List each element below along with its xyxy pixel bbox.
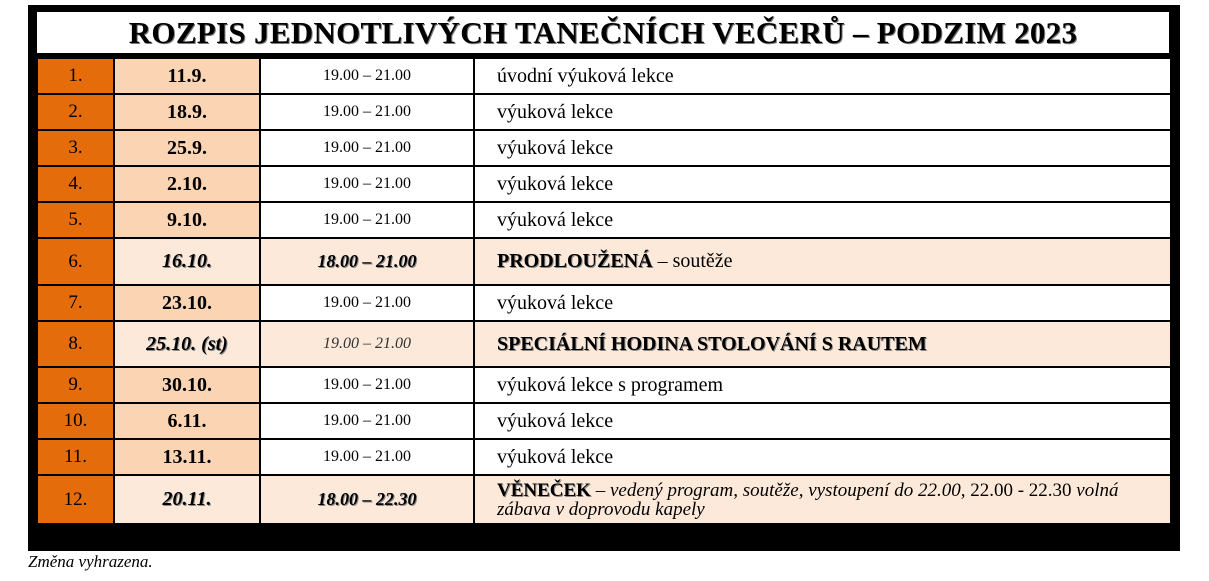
row-date: 25.9. <box>114 130 260 166</box>
table-row <box>37 130 1171 166</box>
row-number: 5. <box>37 202 114 238</box>
table-row <box>37 403 1171 439</box>
row-date: 2.10. <box>114 166 260 202</box>
table-row <box>37 285 1171 321</box>
row-number: 10. <box>37 403 114 439</box>
table-row <box>37 94 1171 130</box>
row-number: 1. <box>37 58 114 94</box>
row-description-rest: – soutěže <box>652 250 733 272</box>
row-description <box>474 238 1171 285</box>
row-time: 19.00 – 21.00 <box>260 94 474 130</box>
row-time: 19.00 – 21.00 <box>260 166 474 202</box>
row-number: 9. <box>37 367 114 403</box>
row-number: 12. <box>37 475 114 524</box>
row-time: 19.00 – 21.00 <box>260 285 474 321</box>
row-description <box>474 475 1171 524</box>
row-time: 19.00 – 21.00 <box>260 403 474 439</box>
row-description: výuková lekce <box>474 94 1171 130</box>
row-time: 18.00 – 21.00 <box>260 238 474 285</box>
row-description <box>474 321 1171 367</box>
row-number: 6. <box>37 238 114 285</box>
row-description: výuková lekce <box>474 130 1171 166</box>
row-number: 4. <box>37 166 114 202</box>
row-description: výuková lekce <box>474 166 1171 202</box>
row-number: 2. <box>37 94 114 130</box>
table-row-venecek <box>37 475 1171 524</box>
row-description: výuková lekce s programem <box>474 367 1171 403</box>
row-number: 7. <box>37 285 114 321</box>
row-date: 18.9. <box>114 94 260 130</box>
row-time: 18.00 – 22.30 <box>260 475 474 524</box>
row-description: výuková lekce <box>474 202 1171 238</box>
row-number: 3. <box>37 130 114 166</box>
table-row <box>37 58 1171 94</box>
row-date: 13.11. <box>114 439 260 475</box>
title-box <box>36 11 1170 54</box>
row-time: 19.00 – 21.00 <box>260 58 474 94</box>
row-time: 19.00 – 21.00 <box>260 202 474 238</box>
table-row <box>37 439 1171 475</box>
row-description-highlight: SPECIÁLNÍ HODINA STOLOVÁNÍ S RAUTEM <box>497 332 927 355</box>
row-date: 30.10. <box>114 367 260 403</box>
row-date: 16.10. <box>114 238 260 285</box>
table-row <box>37 367 1171 403</box>
table-row-special-hour <box>37 321 1171 367</box>
table-row <box>37 202 1171 238</box>
row-time: 19.00 – 21.00 <box>260 130 474 166</box>
footnote: Změna vyhrazena. <box>28 552 153 571</box>
row-time: 19.00 – 21.00 <box>260 439 474 475</box>
schedule-frame <box>28 5 1180 551</box>
row-description-highlight: VĚNEČEK <box>497 479 591 501</box>
row-date: 20.11. <box>114 475 260 524</box>
row-description-italic-2: volná zábava v doprovodu kapely <box>497 479 1119 520</box>
page-title: ROZPIS JEDNOTLIVÝCH TANEČNÍCH VEČERŮ – PODZIM 2023 <box>128 14 1078 50</box>
row-time: 19.00 – 21.00 <box>260 367 474 403</box>
row-description-normal: 22.00 - 22.30 <box>965 479 1072 501</box>
row-description: výuková lekce <box>474 439 1171 475</box>
row-date: 23.10. <box>114 285 260 321</box>
row-description-highlight: PRODLOUŽENÁ <box>497 250 653 272</box>
row-description-italic-1: – vedený program, soutěže, vystoupení do 22.00, <box>590 479 966 501</box>
schedule-table <box>36 57 1172 525</box>
row-description: úvodní výuková lekce <box>474 58 1171 94</box>
row-date: 9.10. <box>114 202 260 238</box>
row-description: výuková lekce <box>474 403 1171 439</box>
row-number: 8. <box>37 321 114 367</box>
row-number: 11. <box>37 439 114 475</box>
table-row-prodlouzena <box>37 238 1171 285</box>
row-time: 19.00 – 21.00 <box>260 321 474 367</box>
row-date: 11.9. <box>114 58 260 94</box>
table-row <box>37 166 1171 202</box>
row-date: 6.11. <box>114 403 260 439</box>
row-date: 25.10. (st) <box>114 321 260 367</box>
row-description: výuková lekce <box>474 285 1171 321</box>
